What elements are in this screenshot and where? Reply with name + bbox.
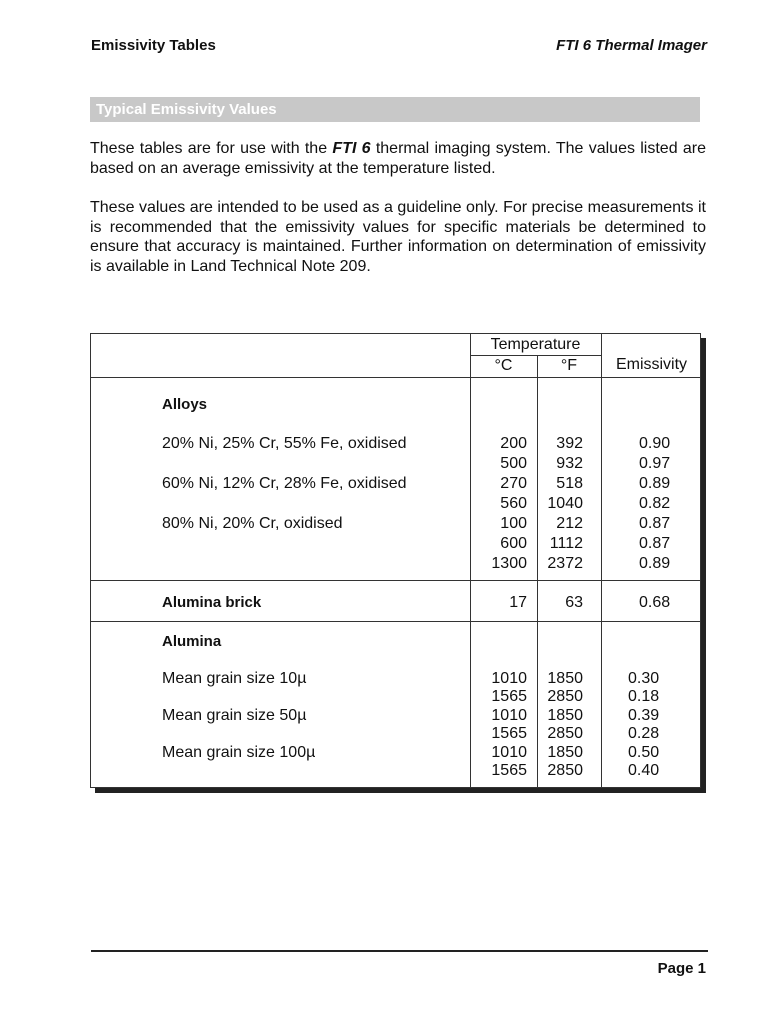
temp-f: 518 <box>556 475 583 492</box>
material-label: 80% Ni, 20% Cr, oxidised <box>162 515 343 532</box>
emissivity-table <box>90 333 701 788</box>
temp-c: 1010 <box>491 670 527 687</box>
temp-f: 932 <box>556 455 583 472</box>
temp-f: 2372 <box>547 555 583 572</box>
group-title-alloys: Alloys <box>162 396 208 413</box>
emissivity-value: 0.89 <box>639 475 671 492</box>
temp-f: 2850 <box>547 762 583 779</box>
emissivity-value: 0.90 <box>639 435 671 452</box>
emissivity-value: 0.18 <box>628 688 660 705</box>
temp-f: 1040 <box>547 495 583 512</box>
column-divider <box>537 355 538 787</box>
temp-c: 1565 <box>491 762 527 779</box>
emissivity-value: 0.89 <box>639 555 671 572</box>
material-label: Mean grain size 10µ <box>162 670 307 687</box>
temp-c: 200 <box>500 435 527 452</box>
intro-paragraph: These tables are for use with the FTI 6 thermal imaging system. The values listed are based on an average emissivity at the temperature listed. <box>90 140 706 177</box>
emissivity-value: 0.39 <box>628 707 660 724</box>
emissivity-value: 0.82 <box>639 495 671 512</box>
column-divider <box>470 334 471 787</box>
emissivity-value: 0.28 <box>628 725 660 742</box>
emissivity-value: 0.97 <box>639 455 671 472</box>
temp-c: 1010 <box>491 707 527 724</box>
emissivity-value: 0.40 <box>628 762 660 779</box>
temp-c: 270 <box>500 475 527 492</box>
section-divider <box>91 580 700 581</box>
temp-c: 1010 <box>491 744 527 761</box>
temp-c: 17 <box>509 594 527 611</box>
temp-f: 392 <box>556 435 583 452</box>
group-title-alumina-brick: Alumina brick <box>162 594 262 611</box>
emissivity-value: 0.87 <box>639 515 671 532</box>
page-number: Page 1 <box>657 960 706 977</box>
header-left-title: Emissivity Tables <box>91 37 216 54</box>
header-bottom-divider <box>91 377 700 378</box>
group-title-alumina: Alumina <box>162 633 222 650</box>
fahrenheit-header: °F <box>560 357 578 374</box>
temp-f: 1112 <box>549 535 583 552</box>
section-heading: Typical Emissivity Values <box>90 97 700 122</box>
temperature-header: Temperature <box>490 336 581 353</box>
header-right-title: FTI 6 Thermal Imager <box>556 37 707 54</box>
footer-divider <box>91 950 708 952</box>
temp-f: 1850 <box>547 744 583 761</box>
temp-c: 1565 <box>491 688 527 705</box>
emissivity-value: 0.87 <box>639 535 671 552</box>
column-divider <box>601 334 602 787</box>
temp-c: 1565 <box>491 725 527 742</box>
temp-f: 1850 <box>547 707 583 724</box>
celsius-header: °C <box>494 357 513 374</box>
emissivity-header: Emissivity <box>615 356 688 373</box>
temp-c: 600 <box>500 535 527 552</box>
emissivity-value: 0.30 <box>628 670 660 687</box>
material-label: 60% Ni, 12% Cr, 28% Fe, oxidised <box>162 475 407 492</box>
material-label: Mean grain size 100µ <box>162 744 316 761</box>
temp-f: 63 <box>565 594 583 611</box>
temp-c: 1300 <box>491 555 527 572</box>
guideline-paragraph: These values are intended to be used as a guideline only. For precise measurements it is recommended that the emissivity values for specific materials be determined to ensure that accuracy is maintained. Further information on determination of emissivity is available in Land Technical Note 209. <box>90 199 706 275</box>
temp-f: 2850 <box>547 725 583 742</box>
emissivity-value: 0.50 <box>628 744 660 761</box>
temp-c: 100 <box>500 515 527 532</box>
temp-c: 560 <box>500 495 527 512</box>
brand-name: FTI 6 <box>332 140 371 157</box>
material-label: 20% Ni, 25% Cr, 55% Fe, oxidised <box>162 435 407 452</box>
temp-f: 2850 <box>547 688 583 705</box>
section-divider <box>91 621 700 622</box>
temp-f: 1850 <box>547 670 583 687</box>
material-label: Mean grain size 50µ <box>162 707 307 724</box>
temp-f: 212 <box>556 515 583 532</box>
emissivity-value: 0.68 <box>639 594 671 611</box>
temp-c: 500 <box>500 455 527 472</box>
